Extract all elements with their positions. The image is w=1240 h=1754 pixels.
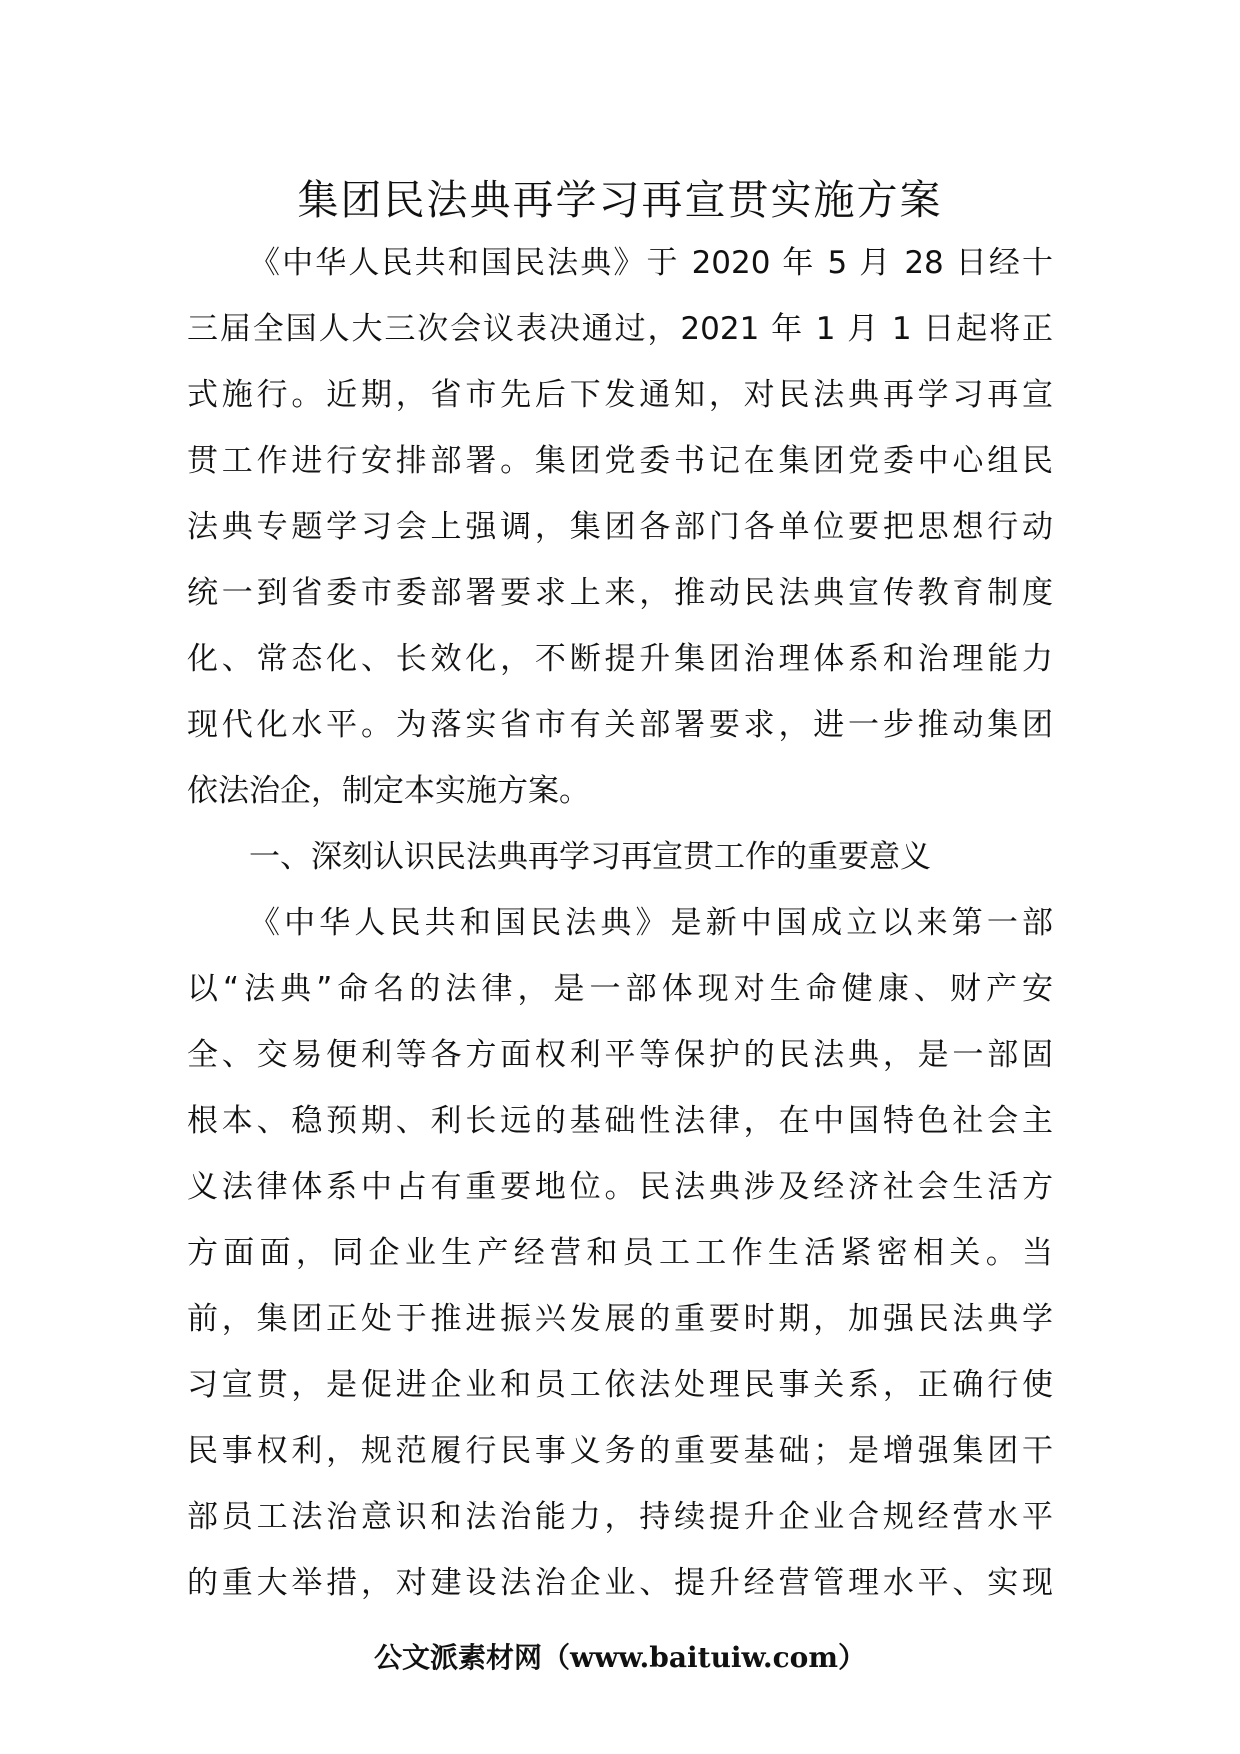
text-line: 方面面，同企业生产经营和员工工作生活紧密相关。当 bbox=[187, 1235, 1053, 1271]
document-title: 集团民法典再学习再宣贯实施方案 bbox=[297, 176, 943, 224]
section-heading-1 bbox=[187, 824, 1053, 890]
document-body bbox=[187, 230, 1053, 1616]
text-line: 现代化水平。为落实省市有关部署要求，进一步推动集团 bbox=[187, 707, 1053, 743]
text-line: 三届全国人大三次会议表决通过，2021 年 1 月 1 日起将正 bbox=[187, 311, 1053, 347]
text-line: 贯工作进行安排部署。集团党委书记在集团党委中心组民 bbox=[187, 443, 1053, 479]
paragraph-section-1 bbox=[187, 890, 1053, 1616]
text-line: 《中华人民共和国民法典》是新中国成立以来第一部 bbox=[249, 905, 1053, 941]
text-line: 根本、稳预期、利长远的基础性法律，在中国特色社会主 bbox=[187, 1103, 1053, 1139]
text-line: 习宣贯，是促进企业和员工依法处理民事关系，正确行使 bbox=[187, 1367, 1053, 1403]
text-line: 以“法典”命名的法律，是一部体现对生命健康、财产安 bbox=[187, 971, 1053, 1007]
text-line: 化、常态化、长效化，不断提升集团治理体系和治理能力 bbox=[187, 641, 1053, 677]
text-line: 民事权利，规范履行民事义务的重要基础；是增强集团干 bbox=[187, 1433, 1053, 1469]
text-line: 的重大举措，对建设法治企业、提升经营管理水平、实现 bbox=[187, 1565, 1053, 1601]
footer-watermark: 公文派素材网（www.baituiw.com） bbox=[374, 1641, 866, 1674]
text-line: 前，集团正处于推进振兴发展的重要时期，加强民法典学 bbox=[187, 1301, 1053, 1337]
text-line: 法典专题学习会上强调，集团各部门各单位要把思想行动 bbox=[187, 509, 1053, 545]
paragraph-intro bbox=[187, 230, 1053, 824]
text-line: 《中华人民共和国民法典》于 2020 年 5 月 28 日经十 bbox=[249, 245, 1053, 281]
text-line: 部员工法治意识和法治能力，持续提升企业合规经营水平 bbox=[187, 1499, 1053, 1535]
text-line: 统一到省委市委部署要求上来，推动民法典宣传教育制度 bbox=[187, 575, 1053, 611]
text-line: 式施行。近期，省市先后下发通知，对民法典再学习再宣 bbox=[187, 377, 1053, 413]
text-line: 全、交易便利等各方面权利平等保护的民法典，是一部固 bbox=[187, 1037, 1053, 1073]
section-heading-text: 一、深刻认识民法典再学习再宣贯工作的重要意义 bbox=[249, 839, 931, 875]
text-line: 义法律体系中占有重要地位。民法典涉及经济社会生活方 bbox=[187, 1169, 1053, 1205]
text-line: 依法治企，制定本实施方案。 bbox=[187, 773, 590, 809]
